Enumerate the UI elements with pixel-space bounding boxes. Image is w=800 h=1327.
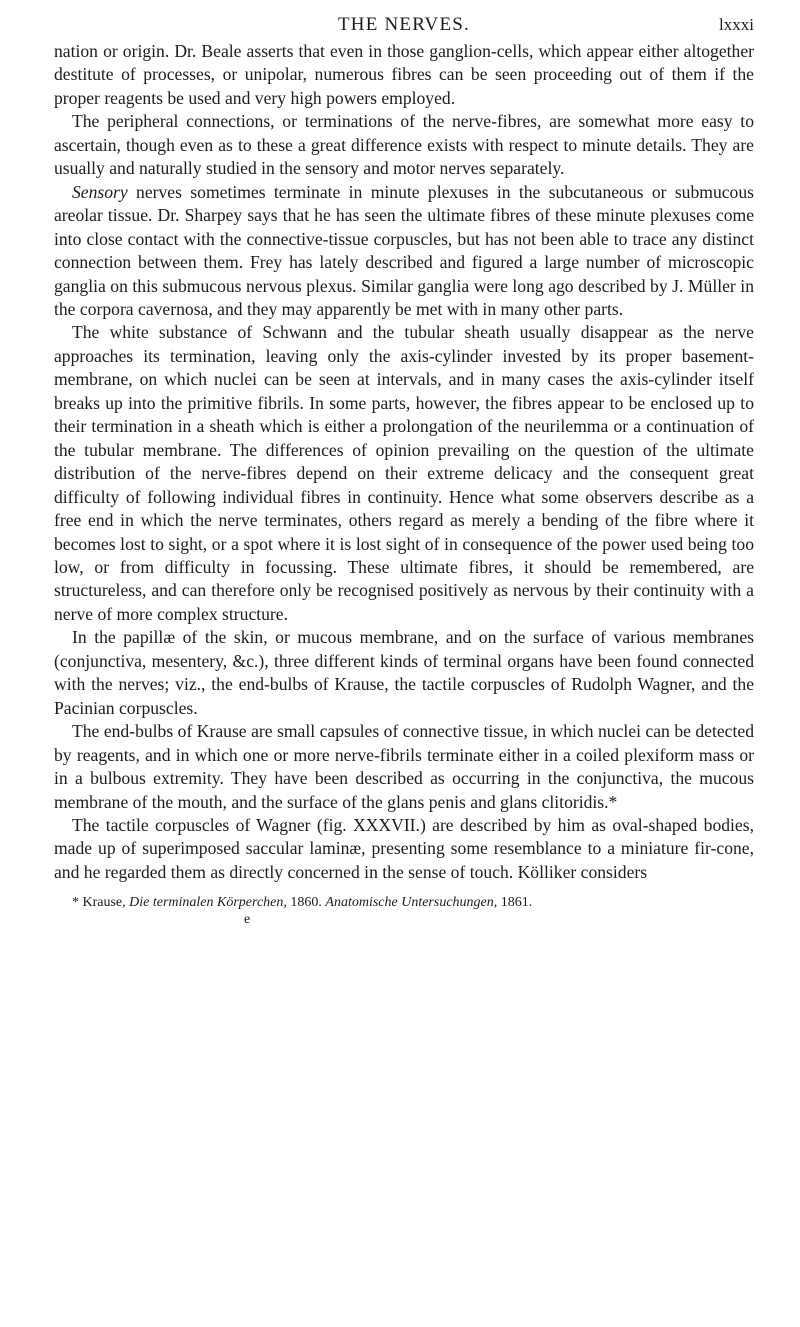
paragraph-sensory-text: nerves sometimes terminate in minute plexuses in the subcutaneous or submucous areolar tissue. Dr. Sharpey says that he has seen the ultimate fibres of these minute plexuses come into close contact with the connective-tissue corpuscles, but has not been able to trace any distinct connection between them. Frey has lately described and figured a large number of microscopic ganglia on this submucous nervous plexus. Similar ganglia were long ago described by J. Müller in the corpora cavernosa, and they may apparently be met with in many other parts. [54, 181, 754, 319]
paragraph-tactile-corpuscles: The tactile corpuscles of Wagner (fig. XXXVII.) are described by him as oval-shaped bodies, made up of superimposed saccular laminæ, presenting some resemblance to a miniature fir-cone, and he regarded them as directly concerned in the sense of touch. Kölliker considers [54, 814, 754, 882]
paragraph-sensory-nerves [54, 181, 754, 322]
signature-mark: e [244, 912, 251, 928]
footnote-year-1: , 1860. [283, 895, 326, 911]
body-text [54, 40, 754, 884]
book-page [54, 0, 754, 928]
paragraph-schwann-substance: The white substance of Schwann and the tubular sheath usually disappear as the nerve approaches its termination, leaving only the axis-cylinder invested by its proper basement-membrane, on which nuclei can be seen at intervals, and in many cases the axis-cylinder itself breaks up into the primitive fibrils. In some parts, however, the fibres appear to be enclosed up to their termination in a sheath which is either a prolongation of the neurilemma or a continuation of the tubular membrane. The differences of opinion prevailing on the question of the ultimate distribution of the nerve-fibres depend on their extreme delicacy and the consequent great difficulty of following individual fibres in continuity. Hence what some observers describe as a free end in which the nerve terminates, others regard as merely a bending of the fibre where it becomes lost to sight, or a spot where it is lost sight of in consequence of the power used being too low, or from difficulty in focussing. These ultimate fibres, it should be remembered, are structureless, and can therefore only be recognised positively as nervous by their continuity with a nerve of more complex structure. [54, 322, 754, 624]
page-number: lxxxi [719, 15, 754, 34]
running-title: THE NERVES. [337, 14, 470, 35]
paragraph-terminal-organs: In the papillæ of the skin, or mucous membrane, and on the surface of various membranes (conjunctiva, mesentery, &c.), three different kinds of terminal organs have been found connected with the nerves; viz., the end-bulbs of Krause, the tactile corpuscles of Rudolph Wagner, and the Pacinian corpuscles. [54, 627, 754, 718]
paragraph-continuation: nation or origin. Dr. Beale asserts that even in those ganglion-cells, which appear either altogether destitute of processes, or unipolar, numerous fibres can be seen proceeding out of them if the proper reagents be used and very high powers employed. [54, 41, 754, 108]
footnote-title-1: Die terminalen Körperchen [129, 895, 284, 911]
footnote-author: * Krause, [72, 895, 130, 911]
footnote-title-2: Anatomische Untersuchungen [325, 895, 494, 911]
paragraph-end-bulbs: The end-bulbs of Krause are small capsules of connective tissue, in which nuclei can be detected by reagents, and in which one or more nerve-fibrils terminate either in a coiled plexiform mass or in a bulbous extremity. They have been described as occurring in the conjunctiva, the mucous membrane of the mouth, and the surface of the glans penis and glans clitoridis.* [54, 721, 754, 812]
footnote-year-2: , 1861. [493, 895, 533, 911]
paragraph-peripheral-connections: The peripheral connections, or terminations of the nerve-fibres, are somewhat more easy to ascertain, though even as to these a great difference exists with respect to minute details. They are usually and naturally studied in the sensory and motor nerves separately. [54, 111, 754, 179]
footnote [54, 894, 754, 912]
running-head [54, 0, 754, 40]
emphasis-sensory: Sensory [72, 181, 128, 202]
